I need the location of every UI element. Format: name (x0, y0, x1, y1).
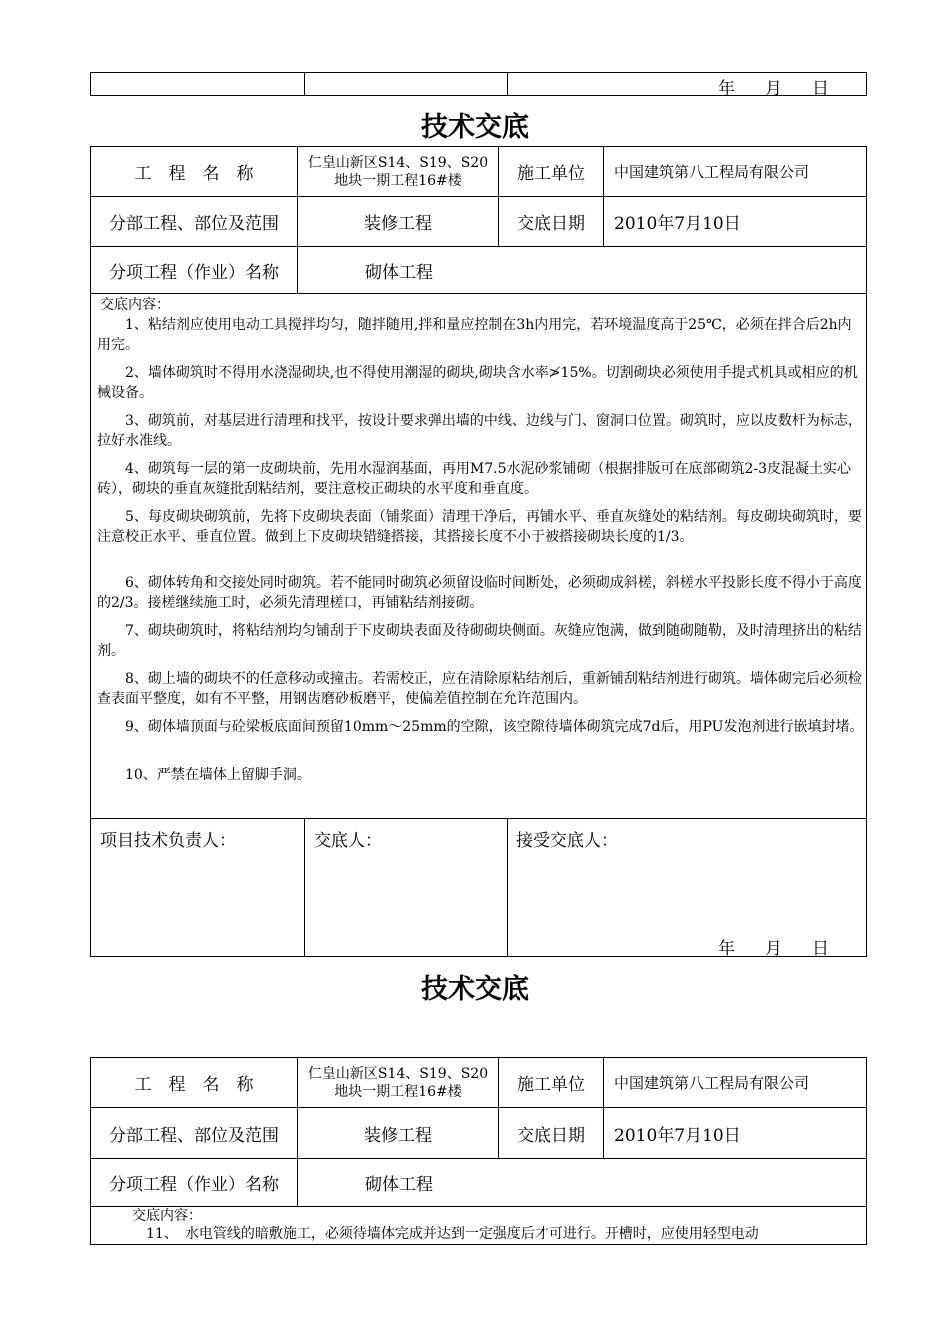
form1-unit-value: 中国建筑第八工程局有限公司 (614, 163, 810, 181)
form2-title: 技术交底 (421, 974, 529, 1005)
form1-date-label: 交底日期 (517, 214, 585, 234)
form1-content-item: 10、严禁在墙体上留脚手洞。 (125, 767, 311, 783)
form1-project-value: 仁皇山新区S14、S19、S20 地块一期工程16#楼 (307, 154, 489, 189)
form2-item-label: 分项工程（作业）名称 (109, 1175, 279, 1195)
form1-item-label: 分项工程（作业）名称 (109, 262, 279, 283)
form1-content-label: 交底内容： (100, 297, 170, 313)
form2-date-label: 交底日期 (517, 1125, 585, 1146)
form1-content-item: 7、砌块砌筑时，将粘结剂均匀铺刮于下皮砌块表面及待砌砌块侧面。灰缝应饱满，做到随砌随勒，及时清理挤出的粘结剂。 (97, 623, 862, 659)
form1-content-item: 8、砌上墙的砌块不的任意移动或撞击。若需校正，应在清除原粘结剂后，重新铺刮粘结剂进行砌筑。墙体砌完后必须检查表面平整度，如有不平整，用钢齿磨砂板磨平，使偏差值控制在允许范围内。 (97, 671, 862, 707)
form1-item-value: 砌体工程 (365, 262, 433, 283)
form1-content-item: 1、粘结剂应使用电动工具搅拌均匀，随拌随用,拌和量应控制在3h内用完，若环境温度高于25℃，必须在拌合后2h内用完。 (97, 317, 852, 353)
form1-sign-date: 年 月 日 (718, 939, 829, 959)
form2-division-value: 装修工程 (364, 1125, 432, 1146)
form1-content-item: 6、砌体转角和交接处同时砌筑。若不能同时砌筑必须留设临时间断处，必须砌成斜槎，斜槎水平投影长度不得小于高度的2/3。接槎继续施工时，必须先清理槎口，再铺粘结剂接砌。 (97, 575, 862, 611)
top-strip-date: 年 月 日 (718, 79, 829, 99)
form2-content-label: 交底内容： (132, 1208, 202, 1224)
form1-sign-tech-lead: 项目技术负责人： (100, 831, 236, 851)
form1-content-item: 3、砌筑前，对基层进行清理和找平，按设计要求弹出墙的中线、边线与门、窗洞口位置。砌筑时，应以皮数杆为标志，拉好水准线。 (97, 413, 862, 449)
form1-content-item: 2、墙体砌筑时不得用水浇湿砌块,也不得使用潮湿的砌块,砌块含水率≯15%。切割砌块必须使用手提式机具或相应的机械设备。 (97, 365, 858, 401)
form2-unit-label: 施工单位 (517, 1075, 585, 1095)
form1-date-value: 2010年7月10日 (614, 214, 741, 234)
form1-sign-receiver: 接受交底人： (516, 831, 618, 851)
form1-division-value: 装修工程 (364, 214, 432, 234)
form1-title: 技术交底 (421, 112, 529, 143)
form1-sign-presenter: 交底人： (314, 831, 382, 851)
form1-unit-label: 施工单位 (517, 164, 585, 184)
form1-content-item: 5、每皮砌块砌筑前，先将下皮砌块表面（铺浆面）清理干净后，再铺水平、垂直灰缝处的粘结剂。每皮砌块砌筑时，要注意校正水平、垂直位置。做到上下皮砌块错缝搭接，其搭接长度不小于被搭接砌块长度的1/3。 (97, 509, 862, 545)
form2-content-item: 11、 水电管线的暗敷施工，必须待墙体完成并达到一定强度后才可进行。开槽时，应使用轻型电动 (146, 1226, 759, 1242)
form2-date-value: 2010年7月10日 (614, 1125, 741, 1146)
form1-content-item: 4、砌筑每一层的第一皮砌块前，先用水湿润基面，再用M7.5水泥砂浆铺砌（根据排版可在底部砌筑2-3皮混凝土实心砖），砌块的垂直灰缝批刮粘结剂，要注意校正砌块的水平度和垂直度。 (97, 461, 852, 497)
form1-project-label: 工 程 名 称 (134, 164, 254, 184)
form1-division-label: 分部工程、部位及范围 (109, 214, 279, 234)
form1-content-item: 9、砌体墙顶面与砼梁板底面间预留10mm～25mm的空隙，该空隙待墙体砌筑完成7d后，用PU发泡剂进行嵌填封堵。 (125, 719, 864, 735)
form2-item-value: 砌体工程 (365, 1175, 433, 1195)
form2-unit-value: 中国建筑第八工程局有限公司 (614, 1074, 810, 1092)
form2-project-label: 工 程 名 称 (134, 1075, 254, 1095)
form2-project-value: 仁皇山新区S14、S19、S20 地块一期工程16#楼 (307, 1065, 489, 1100)
form2-division-label: 分部工程、部位及范围 (109, 1125, 279, 1146)
